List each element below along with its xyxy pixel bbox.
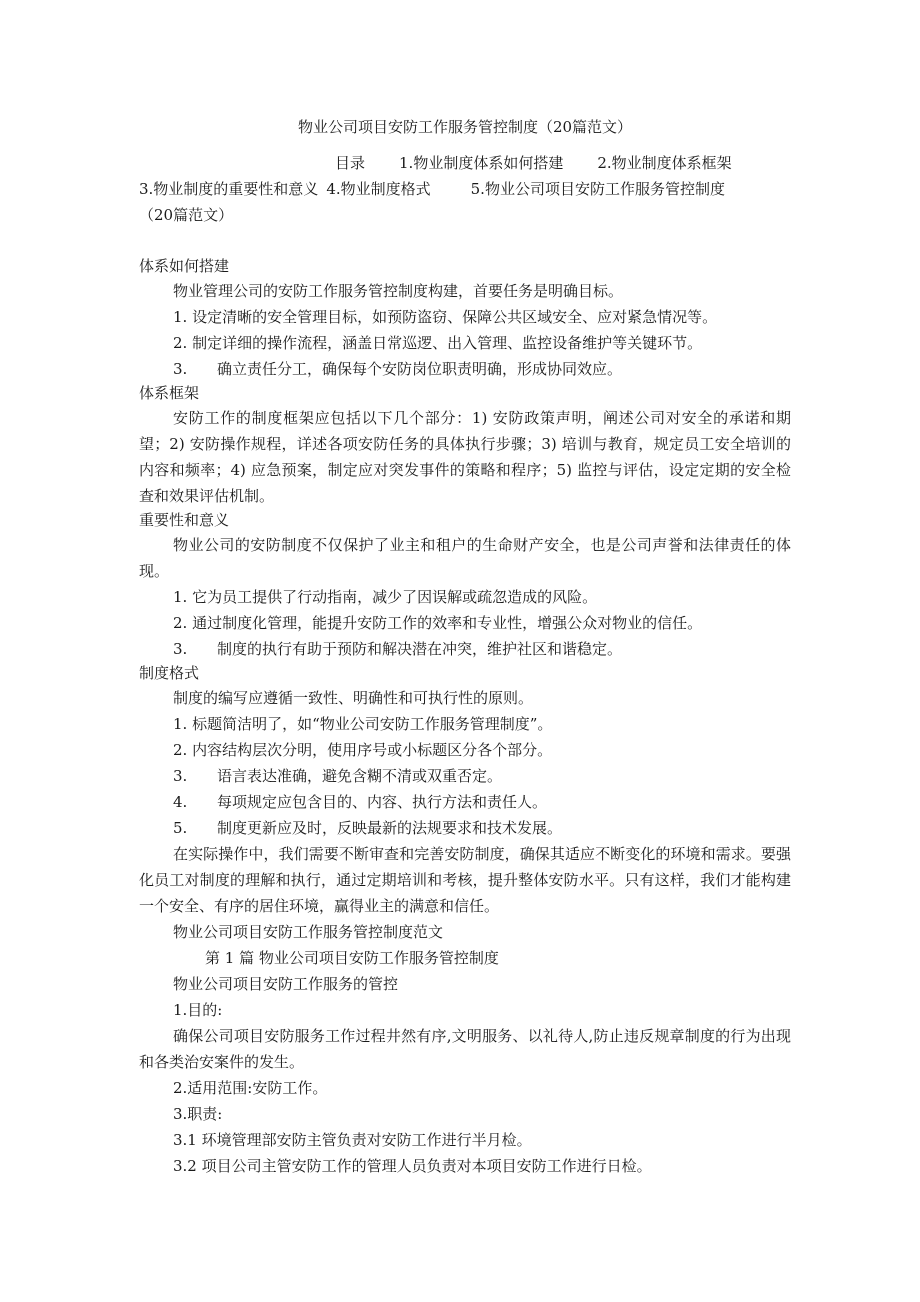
toc-label: 目录 bbox=[335, 154, 366, 172]
section-3-item: 3. 制度的执行有助于预防和解决潜在冲突，维护社区和谐稳定。 bbox=[173, 640, 623, 658]
section-4-item: 3. 语言表达准确，避免含糊不清或双重否定。 bbox=[173, 767, 503, 785]
section-3-intro: 物业公司的安防制度不仅保护了业主和租户的生命财产安全，也是公司声誉和法律责任的体现。 bbox=[139, 536, 791, 580]
section-4-item: 5. 制度更新应及时，反映最新的法规要求和技术发展。 bbox=[173, 819, 563, 837]
toc-item-5-suffix: （20篇范文） bbox=[139, 206, 234, 224]
scope-text: 2.适用范围:安防工作。 bbox=[173, 1079, 328, 1097]
chapter-subtitle: 物业公司项目安防工作服务的管控 bbox=[173, 975, 399, 993]
purpose-label: 1.目的: bbox=[173, 1001, 223, 1019]
section-1-item: 3. 确立责任分工，确保每个安防岗位职责明确，形成协同效应。 bbox=[173, 360, 623, 378]
chapter-title: 第 1 篇 物业公司项目安防工作服务管控制度 bbox=[205, 949, 499, 967]
document-title: 物业公司项目安防工作服务管控制度（20篇范文） bbox=[297, 118, 633, 136]
sample-section-heading: 物业公司项目安防工作服务管控制度范文 bbox=[173, 923, 444, 941]
section-2-paragraph: 安防工作的制度框架应包括以下几个部分：1) 安防政策声明，阐述公司对安全的承诺和期望；2) 安防操作规程，详述各项安防任务的具体执行步骤；3) 培训与教育，规定员工安全培训的内容和频率；4) 应急预案，制定应对突发事件的策略和程序；5) 监控与评估，设定定期的安全检查和效果评估机制。 bbox=[139, 409, 791, 505]
duty-item: 3.2 项目公司主管安防工作的管理人员负责对本项目安防工作进行日检。 bbox=[173, 1157, 652, 1175]
toc-item-3[interactable]: 3.物业制度的重要性和意义 bbox=[139, 180, 319, 198]
section-4-conclusion: 在实际操作中，我们需要不断审查和完善安防制度，确保其适应不断变化的环境和需求。要强化员工对制度的理解和执行，通过定期培训和考核，提升整体安防水平。只有这样，我们才能构建一个安全、有序的居住环境，赢得业主的满意和信任。 bbox=[139, 845, 791, 915]
section-3-item: 1. 它为员工提供了行动指南，减少了因误解或疏忽造成的风险。 bbox=[173, 588, 598, 606]
section-heading-2: 体系框架 bbox=[139, 384, 200, 402]
table-of-contents bbox=[139, 150, 791, 228]
toc-item-2[interactable]: 2.物业制度体系框架 bbox=[597, 154, 732, 172]
purpose-text: 确保公司项目安防服务工作过程井然有序,文明服务、以礼待人,防止违反规章制度的行为出现和各类治安案件的发生。 bbox=[139, 1027, 791, 1071]
toc-item-5[interactable]: 5.物业公司项目安防工作服务管控制度 bbox=[470, 180, 725, 198]
toc-row-3 bbox=[139, 202, 791, 228]
duty-item: 3.1 环境管理部安防主管负责对安防工作进行半月检。 bbox=[173, 1131, 532, 1149]
section-4-item: 4. 每项规定应包含目的、内容、执行方法和责任人。 bbox=[173, 793, 548, 811]
section-1-item: 2. 制定详细的操作流程，涵盖日常巡逻、出入管理、监控设备维护等关键环节。 bbox=[173, 334, 703, 352]
section-heading-1: 体系如何搭建 bbox=[139, 257, 230, 275]
toc-row-1 bbox=[139, 150, 791, 176]
document-body bbox=[139, 255, 791, 1179]
section-1-item: 1. 设定清晰的安全管理目标，如预防盗窃、保障公共区域安全、应对紧急情况等。 bbox=[173, 308, 718, 326]
section-4-intro: 制度的编写应遵循一致性、明确性和可执行性的原则。 bbox=[173, 689, 534, 707]
section-heading-3: 重要性和意义 bbox=[139, 511, 230, 529]
section-1-intro: 物业管理公司的安防工作服务管控制度构建，首要任务是明确目标。 bbox=[173, 282, 624, 300]
section-4-item: 2. 内容结构层次分明，使用序号或小标题区分各个部分。 bbox=[173, 741, 553, 759]
section-4-item: 1. 标题简洁明了，如“物业公司安防工作服务管理制度”。 bbox=[173, 715, 553, 733]
section-3-item: 2. 通过制度化管理，能提升安防工作的效率和专业性，增强公众对物业的信任。 bbox=[173, 614, 703, 632]
toc-row-2 bbox=[139, 176, 791, 202]
toc-item-4[interactable]: 4.物业制度格式 bbox=[326, 180, 431, 198]
duty-label: 3.职责: bbox=[173, 1105, 223, 1123]
section-heading-4: 制度格式 bbox=[139, 664, 200, 682]
toc-item-1[interactable]: 1.物业制度体系如何搭建 bbox=[399, 154, 564, 172]
